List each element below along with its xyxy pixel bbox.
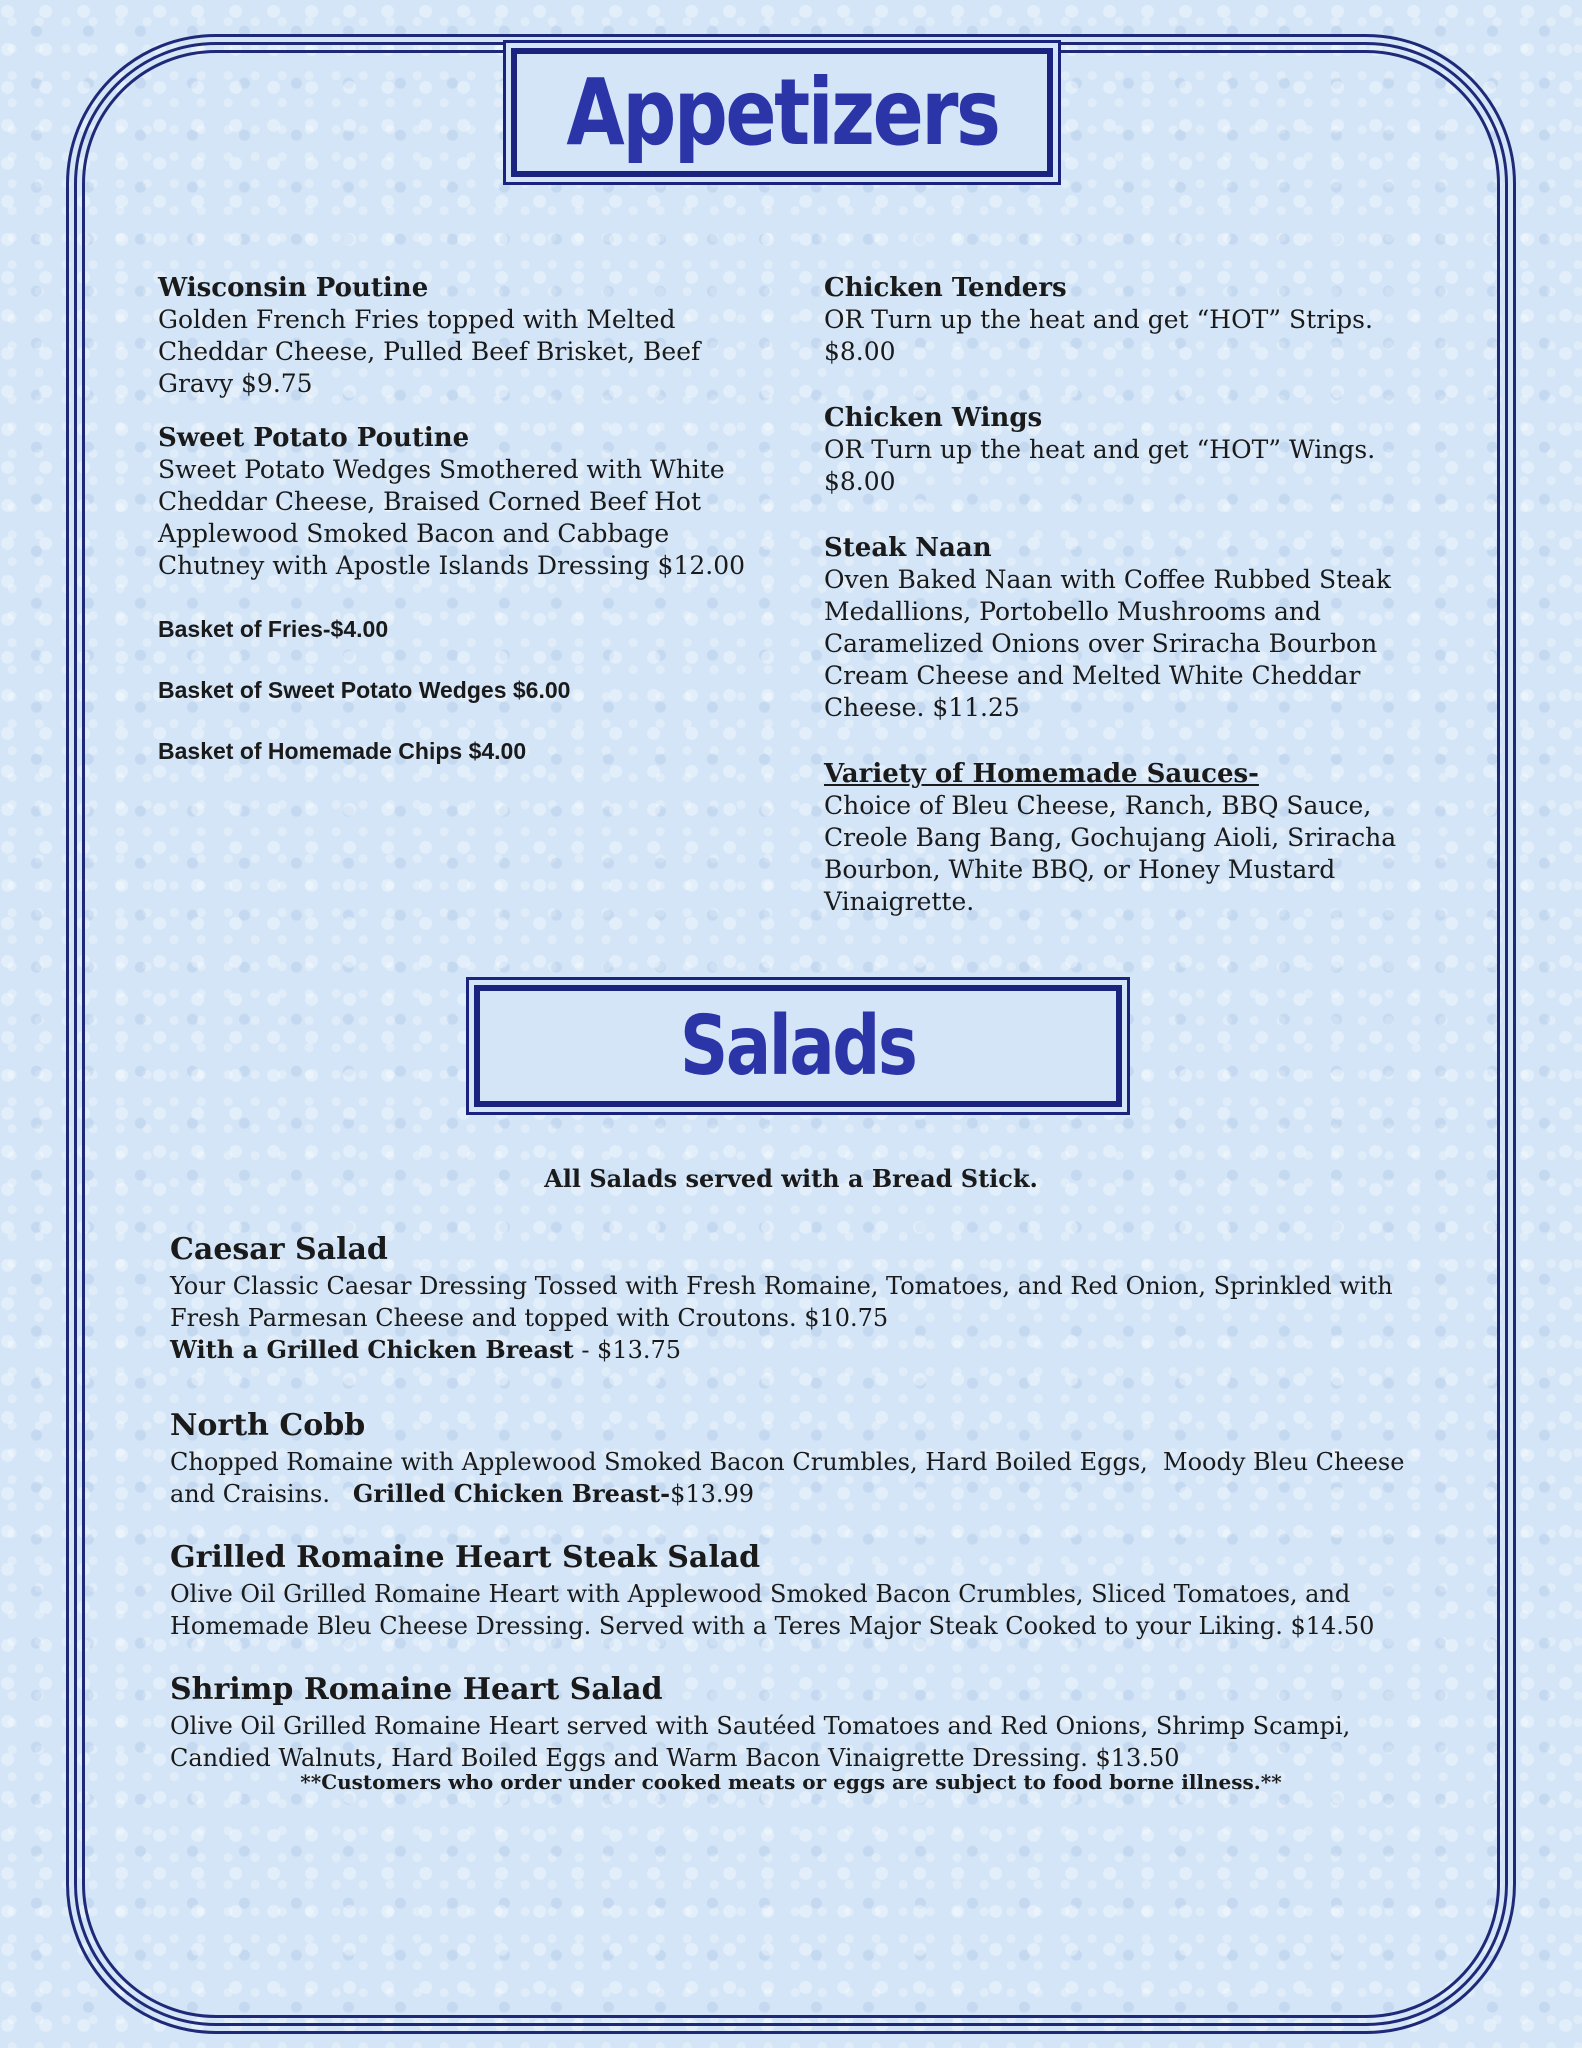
sauces-description: Choice of Bleu Cheese, Ranch, BBQ Sauce, Creole Bang Bang, Gochujang Aioli, Sriracha Bourbon, White BBQ, or Honey Mustard Vinaigrette. [824, 791, 1397, 916]
salad-addon-label: Grilled Chicken Breast- [352, 1479, 671, 1508]
basket-item: Basket of Homemade Chips $4.00 [158, 738, 527, 764]
salad-description: Olive Oil Grilled Romaine Heart served with Sautéed Tomatoes and Red Onions, Shrimp Scampi, Candied Walnuts, Hard Boiled Eggs and Warm Bacon Vinaigrette Dressing. $13.50 [170, 1712, 1351, 1772]
salad-name: Caesar Salad [170, 1232, 388, 1267]
menu-item-description: Golden French Fries topped with Melted Cheddar Cheese, Pulled Beef Brisket, Beef Gravy $9.75 [158, 305, 701, 398]
salad-item [170, 1406, 1440, 1510]
salad-addon-price: $13.99 [670, 1480, 755, 1508]
menu-item [824, 532, 1444, 724]
salad-item [170, 1230, 1440, 1366]
menu-item [158, 272, 778, 400]
menu-item-description: OR Turn up the heat and get “HOT” Wings. $8.00 [824, 435, 1376, 496]
appetizers-left-column [158, 272, 778, 799]
salad-name: North Cobb [170, 1408, 366, 1443]
menu-item-name: Chicken Wings [824, 403, 1043, 433]
menu-item [824, 402, 1444, 498]
appetizers-title: Appetizers [565, 59, 999, 166]
food-safety-warning: **Customers who order under cooked meats or eggs are subject to food borne illness.** [300, 1770, 1282, 1794]
salads-note: All Salads served with a Bread Stick. [544, 1164, 1038, 1193]
basket-item: Basket of Sweet Potato Wedges $6.00 [158, 677, 571, 703]
salad-description: Olive Oil Grilled Romaine Heart with Applewood Smoked Bacon Crumbles, Sliced Tomatoes, and Homemade Bleu Cheese Dressing. Served with a Teres Major Steak Cooked to your Liking. $14.50 [170, 1580, 1375, 1640]
salad-name: Shrimp Romaine Heart Salad [170, 1672, 663, 1707]
menu-item-description: OR Turn up the heat and get “HOT” Strips. $8.00 [824, 305, 1373, 366]
salad-addon-price: - $13.75 [573, 1336, 682, 1364]
salads-list [170, 1230, 1440, 1802]
salads-title-box [466, 977, 1130, 1115]
menu-item-description: Sweet Potato Wedges Smothered with White Cheddar Cheese, Braised Corned Beef Hot Applewood Smoked Bacon and Cabbage Chutney with Apostle Islands Dressing $12.00 [158, 455, 746, 580]
salad-description: Your Classic Caesar Dressing Tossed with Fresh Romaine, Tomatoes, and Red Onion, Sprinkled with Fresh Parmesan Cheese and topped with Croutons. $10.75 [170, 1272, 1393, 1332]
menu-item [158, 422, 778, 582]
sauces-name: Variety of Homemade Sauces- [824, 759, 1259, 789]
menu-item-name: Steak Naan [824, 533, 992, 563]
salad-addon-label: With a Grilled Chicken Breast [170, 1335, 574, 1364]
menu-item-name: Sweet Potato Poutine [158, 423, 470, 453]
salad-item [170, 1670, 1440, 1774]
appetizers-right-column [824, 272, 1444, 940]
menu-item-description: Oven Baked Naan with Coffee Rubbed Steak Medallions, Portobello Mushrooms and Caramelized Onions over Sriracha Bourbon Cream Cheese and Melted White Cheddar Cheese. $11.25 [824, 565, 1392, 722]
menu-item-name: Chicken Tenders [824, 273, 1067, 303]
basket-item: Basket of Fries-$4.00 [158, 616, 389, 642]
salad-description [170, 1446, 1440, 1510]
appetizers-title-box [503, 40, 1061, 185]
salad-addon [170, 1334, 1440, 1366]
salad-name: Grilled Romaine Heart Steak Salad [170, 1540, 761, 1575]
salad-description-text: Chopped Romaine with Applewood Smoked Bacon Crumbles, Hard Boiled Eggs, Moody Bleu Cheese and Craisins. [170, 1448, 1413, 1508]
salads-title: Salads [680, 998, 916, 1094]
salad-item [170, 1538, 1440, 1642]
menu-item [824, 272, 1444, 368]
menu-item-name: Wisconsin Poutine [158, 273, 429, 303]
sauces-item [824, 758, 1444, 918]
